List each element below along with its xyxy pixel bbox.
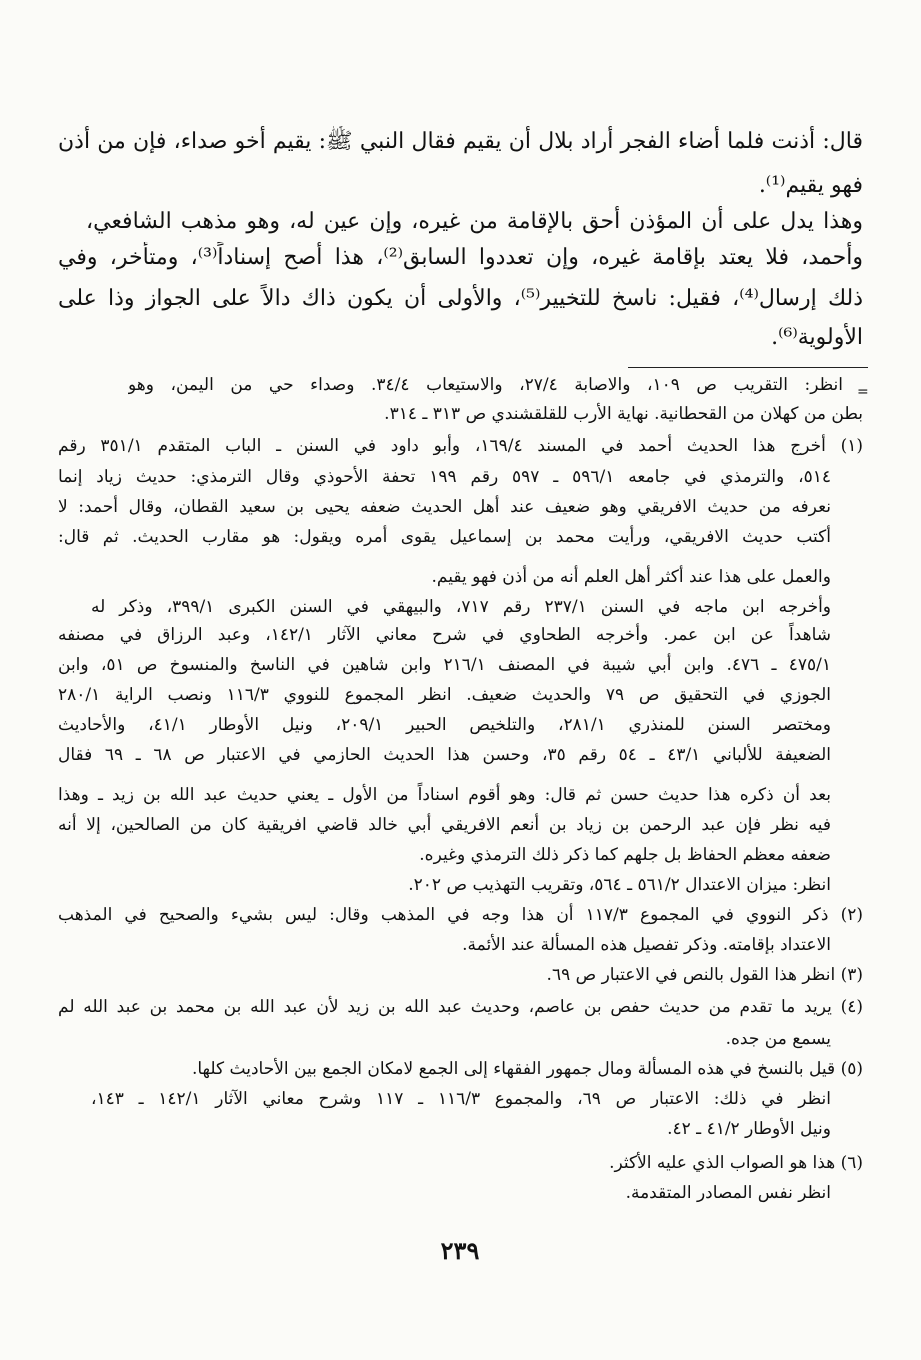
footnote-line: فيه نظر فإن عبد الرحمن بن زياد بن أنعم الافريقي أبي خالد قاضي افريقية كان من الصالحين، إلا أنه [58,815,831,835]
footnote-marker: = [857,384,869,400]
footnote-line: (٥) قيل بالنسخ في هذه المسألة ومال جمهور الفقهاء إلى الجمع لامكان الجمع بين الأحاديث كلها. [191,1059,863,1079]
footnote-separator [628,367,868,368]
main-text-line: وهذا يدل على أن المؤذن أحق بالإقامة من غيره، وإن عين له، وهو مذهب الشافعي، [86,209,863,234]
main-text-line: ذلك إرسال⁽⁴⁾، فقيل: ناسخ للتخيير⁽⁵⁾، والأولى أن يكون ذاك دالاً على الجواز وذا على [58,286,863,311]
footnote-line: (٤) يريد ما تقدم من حديث حفص بن عاصم، وحديث عبد الله بن زيد لأن عبد الله بن محمد بن عبد الله لم [58,997,863,1017]
footnote-line: ضعفه معظم الحفاظ بل جلهم كما ذكر ذلك الترمذي وغيره. [419,845,831,865]
main-text-line: قال: أذنت فلما أضاء الفجر أراد بلال أن يقيم فقال النبي ﷺ: يقيم أخو صداء، فإن من أذن [58,129,863,154]
footnote-line: ومختصر السنن للمنذري ٢٨١/١، والتلخيص الحبير ٢٠٩/١، ونيل الأوطار ٤١/١، والأحاديث [58,715,831,735]
footnote-line: (١) أخرج هذا الحديث أحمد في المسند ١٦٩/٤، وأبو داود في السنن ـ الباب المتقدم ٣٥١/١ رقم [58,436,863,456]
footnote-line: والعمل على هذا عند أكثر أهل العلم أنه من أذن فهو يقيم. [431,567,831,587]
footnote-line: ٤٧٥/١ ـ ٤٧٦. وابن أبي شيبة في المصنف ٢١٦/١ وابن شاهين في الناسخ والمنسوخ ص ٥١، وابن [58,655,831,675]
footnote-line: (٦) هذا هو الصواب الذي عليه الأكثر. [609,1153,863,1173]
footnote-line: الضعيفة للألباني ٤٣/١ ـ ٥٤ رقم ٣٥، وحسن هذا الحديث الحازمي في الاعتبار ص ٦٨ ـ ٦٩ فقال [58,745,831,765]
footnote-line: انظر: ميزان الاعتدال ٥٦١/٢ ـ ٥٦٤، وتقريب التهذيب ص ٢٠٢. [408,875,831,895]
footnote-line: أكتب حديث الافريقي، ورأيت محمد بن إسماعيل يقوى أمره ويقول: هو مقارب الحديث. ثم قال: [58,527,831,547]
footnote-line: (٢) ذكر النووي في المجموع ١١٧/٣ أن هذا وجه في المذهب وقال: ليس بشيء والصحيح في المذهب [58,905,863,925]
footnote-line: (٣) انظر هذا القول بالنص في الاعتبار ص ٦٩. [546,965,863,985]
page-number: ٢٣٩ [440,1236,480,1265]
footnote-line: انظر نفس المصادر المتقدمة. [625,1183,831,1203]
main-text-line: الأولوية⁽⁶⁾. [771,325,863,350]
footnote-line: انظر في ذلك: الاعتبار ص ٦٩، والمجموع ١١٦/٣ ـ ١١٧ وشرح معاني الآثار ١٤٢/١ ـ ١٤٣، [91,1089,831,1109]
footnote-line: الجوزي في التحقيق ص ٧٩ والحديث ضعيف. انظر المجموع للنووي ١١٦/٣ ونصب الراية ٢٨٠/١ [58,685,831,705]
footnote-line: بطن من كهلان من القحطانية. نهاية الأرب للقلقشندي ص ٣١٣ ـ ٣١٤. [384,404,863,424]
footnote-line: شاهداً عن ابن عمر. وأخرجه الطحاوي في شرح معاني الآثار ١٤٢/١، وعبد الرزاق في مصنفه [58,625,831,645]
footnote-line: انظر: التقريب ص ١٠٩، والاصابة ٢٧/٤، والاستيعاب ٣٤/٤. وصداء حي من اليمن، وهو [128,375,843,395]
footnote-line: بعد أن ذكره هذا حديث حسن ثم قال: وهو أقوم اسناداً من الأول ـ يعني حديث عبد الله بن زيد ـ وهذا [58,785,831,805]
footnote-line: نعرفه من حديث الافريقي وهو ضعيف عند أهل الحديث ضعفه يحيى بن سعيد القطان، وقال أحمد: لا [58,497,831,517]
footnote-line: الاعتداد بإقامته. وذكر تفصيل هذه المسألة عند الأئمة. [462,935,831,955]
main-text-line: فهو يقيم⁽¹⁾. [758,173,863,198]
footnote-line: ٥١٤، والترمذي في جامعه ٥٩٦/١ ـ ٥٩٧ رقم ١٩٩ تحفة الأحوذي وقال الترمذي: حديث زياد إنما [58,467,831,487]
footnote-line: ونيل الأوطار ٤١/٢ ـ ٤٢. [667,1119,831,1139]
main-text-line: وأحمد، فلا يعتد بإقامة غيره، وإن تعددوا السابق⁽²⁾، هذا أصح إسناداً⁽³⁾، ومتأخر، وفي [58,245,863,270]
footnote-line: وأخرجه ابن ماجه في السنن ٢٣٧/١ رقم ٧١٧، والبيهقي في السنن الكبرى ٣٩٩/١، وذكر له [91,597,831,617]
footnote-line: يسمع من جده. [725,1029,831,1049]
